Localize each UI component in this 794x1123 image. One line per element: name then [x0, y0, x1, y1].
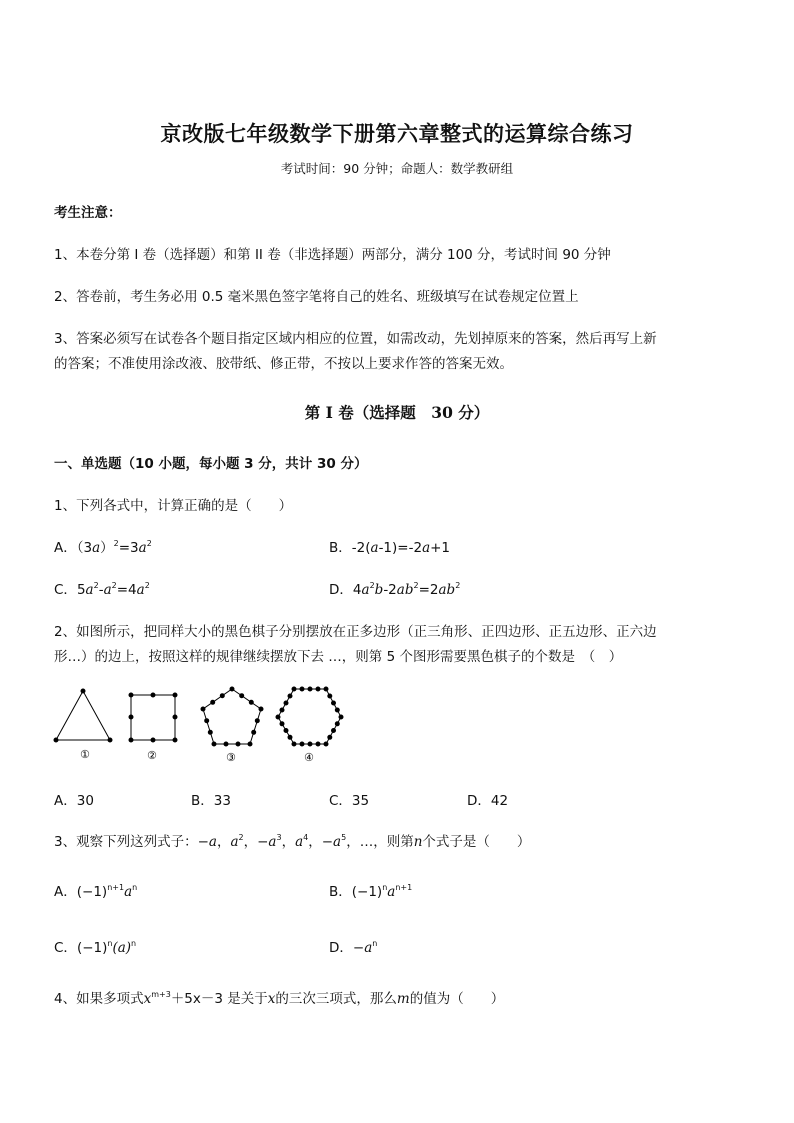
hexagon-figure: [276, 687, 343, 746]
q2-stem-line-2: 形…）的边上，按照这样的规律继续摆放下去 …，则第 5 个图形需要黑色棋子的个数是 （ ）: [54, 649, 623, 665]
part-1-title: 第 I 卷（选择题 30 分）: [304, 403, 490, 422]
q2-option-b: B．33: [191, 793, 231, 809]
page-title: 京改版七年级数学下册第六章整式的运算综合练习: [160, 121, 634, 146]
q1-option-d: D．$4a^2b-2ab^2=2ab^2$: [329, 581, 461, 598]
triangle-figure: [54, 689, 112, 742]
exam-info: 考试时间：90 分钟；命题人：数学教研组: [280, 161, 514, 176]
q1-option-a: A．$(3a)^2=3a^2$: [54, 539, 152, 556]
notice-item-3-line-1: 3、答案必须写在试卷各个题目指定区域内相应的位置，如需改动，先划掉原来的答案，然后再写上新: [54, 331, 657, 347]
q1-option-c: C．$5a^2-a^2=4a^2$: [54, 581, 150, 598]
q2-option-a: A．30: [54, 793, 94, 809]
q2-option-d: D．42: [467, 793, 509, 809]
square-figure: [129, 693, 177, 742]
q3-option-b: B．$(-1)^na^{n+1}$: [329, 883, 413, 900]
q3-option-d: D．$-a^n$: [329, 939, 378, 956]
figure-label-4: ④: [304, 751, 314, 764]
notice-item-3-line-2: 的答案；不准使用涂改液、胶带纸、修正带，不按以上要求作答的答案无效。: [54, 356, 513, 372]
section-heading: 一、单选题（10 小题，每小题 3 分，共计 30 分）: [54, 456, 368, 472]
q1-option-b: B．-2(a-1)=-2a+1: [329, 540, 451, 556]
notice-item-2: 2、答卷前，考生务必用 0.5 毫米黑色签字笔将自己的姓名、班级填写在试卷规定位置上: [54, 289, 579, 305]
q3-option-a: A．$(-1)^{n+1}a^n$: [54, 883, 138, 900]
q2-option-c: C．35: [329, 793, 370, 809]
q3-stem: 3、观察下列这列式子：−a，$a^2$，$-a^3$，$a^4$，$-a^5$，…，则第n个式子是（ ）: [54, 833, 531, 850]
figure-label-1: ①: [80, 748, 90, 761]
figure-label-2: ②: [147, 749, 157, 762]
pentagon-figure: [201, 687, 263, 746]
polygon-figure: [50, 683, 350, 769]
q1-stem: 1、下列各式中，计算正确的是（ ）: [54, 498, 293, 514]
q4-stem: 4、如果多项式$x^{m+3}+5x-3$ 是关于x的三次三项式，那么m的值为（ ）: [54, 990, 505, 1007]
notice-heading: 考生注意：: [54, 205, 122, 221]
q3-option-c: C．$(-1)^n(a)^n$: [54, 939, 137, 956]
notice-item-1: 1、本卷分第 I 卷（选择题）和第 II 卷（非选择题）两部分，满分 100 分，考试时间 90 分钟: [54, 247, 611, 263]
q2-stem-line-1: 2、如图所示，把同样大小的黑色棋子分别摆放在正多边形（正三角形、正四边形、正五边形、正六边: [54, 624, 657, 640]
figure-label-3: ③: [226, 751, 236, 764]
